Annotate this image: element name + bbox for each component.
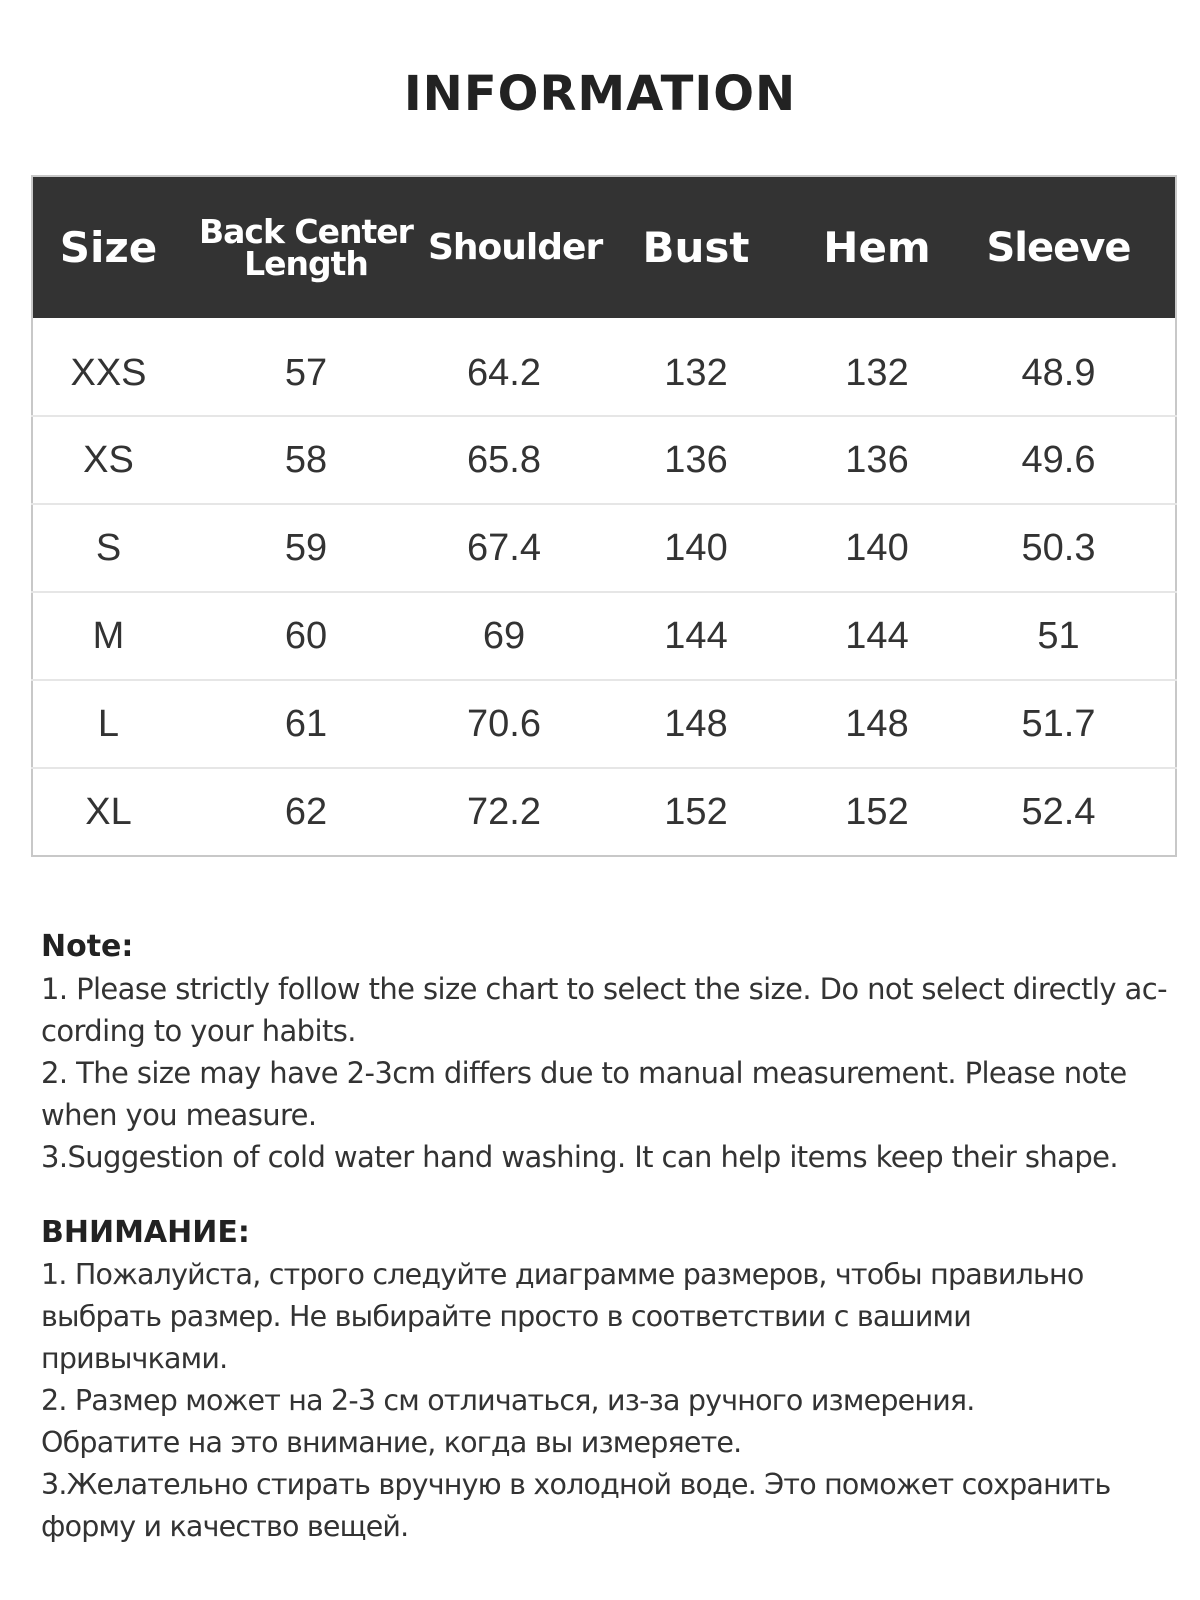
cell-hem: 152 — [845, 790, 909, 833]
cell-shoulder: 72.2 — [467, 790, 541, 833]
cell-shoulder: 67.4 — [467, 526, 541, 569]
cell-size: L — [97, 702, 120, 745]
note-line: 2. The size may have 2-3cm differs due to manual measurement. Please note — [41, 1056, 1127, 1090]
cell-size: S — [95, 526, 122, 569]
cell-bust: 136 — [664, 438, 728, 481]
cell-bust: 140 — [664, 526, 728, 569]
cell-back-center-length: 57 — [284, 352, 328, 394]
header-hem: Hem — [823, 223, 931, 272]
cell-hem: 148 — [845, 702, 909, 745]
cell-shoulder: 64.2 — [467, 352, 541, 394]
cell-sleeve: 49.6 — [1021, 438, 1096, 481]
note-line: 1. Пожалуйста, строго следуйте диаграмме размеров, чтобы правильно — [41, 1258, 1084, 1291]
cell-bust: 152 — [664, 790, 728, 833]
cell-bust: 144 — [664, 614, 728, 657]
note-line: Обратите на это внимание, когда вы измеряете. — [41, 1426, 742, 1459]
cell-sleeve: 51 — [1037, 614, 1080, 657]
cell-bust: 148 — [664, 702, 728, 745]
table-row — [32, 504, 1176, 592]
size-chart-table — [31, 175, 1177, 857]
note-line: форму и качество вещей. — [41, 1510, 409, 1543]
cell-sleeve: 50.3 — [1021, 526, 1096, 569]
table-row — [32, 592, 1176, 680]
table-row — [32, 416, 1176, 504]
cell-sleeve: 48.9 — [1021, 352, 1096, 394]
cell-back-center-length: 60 — [284, 614, 328, 657]
header-back-center-length: Back Center Length — [199, 211, 413, 283]
note-line: 1. Please strictly follow the size chart to select the size. Do not select directly ac- — [41, 972, 1167, 1006]
table-header-row — [32, 176, 1176, 318]
cell-shoulder: 70.6 — [467, 702, 541, 745]
cell-hem: 144 — [845, 614, 909, 657]
cell-shoulder: 65.8 — [467, 438, 541, 481]
cell-sleeve: 52.4 — [1021, 790, 1096, 833]
table-row — [32, 768, 1176, 856]
cell-bust: 132 — [664, 352, 728, 394]
note-russian — [41, 1212, 1171, 1548]
cell-sleeve: 51.7 — [1021, 702, 1096, 745]
note-russian-heading: ВНИМАНИЕ: — [41, 1215, 250, 1250]
cell-size: XXS — [70, 352, 147, 394]
cell-size: XL — [85, 790, 132, 833]
cell-back-center-length: 58 — [284, 438, 328, 481]
cell-back-center-length: 62 — [284, 790, 328, 833]
note-line: cording to your habits. — [41, 1014, 356, 1048]
note-english-heading: Note: — [41, 929, 134, 964]
note-line: 3.Suggestion of cold water hand washing. It can help items keep their shape. — [41, 1140, 1118, 1174]
table-row — [32, 318, 1176, 416]
note-line: 3.Желательно стирать вручную в холодной воде. Это поможет сохранить — [41, 1468, 1111, 1501]
header-shoulder: Shoulder — [428, 227, 603, 268]
cell-shoulder: 69 — [482, 614, 526, 657]
header-bust: Bust — [642, 223, 750, 272]
note-english — [41, 926, 1171, 1178]
cell-size: M — [92, 614, 125, 657]
cell-hem: 132 — [845, 352, 909, 394]
table-row — [32, 680, 1176, 768]
cell-back-center-length: 61 — [284, 702, 328, 745]
cell-back-center-length: 59 — [284, 526, 328, 569]
note-line: привычками. — [41, 1342, 228, 1375]
cell-size: XS — [83, 438, 134, 481]
header-sleeve: Sleeve — [986, 224, 1131, 271]
page-title: INFORMATION — [403, 66, 797, 122]
header-size: Size — [59, 223, 158, 272]
note-line: выбрать размер. Не выбирайте просто в соответствии с вашими — [41, 1300, 971, 1333]
cell-hem: 136 — [845, 438, 909, 481]
note-line: when you measure. — [41, 1098, 317, 1132]
note-line: 2. Размер может на 2-3 см отличаться, из-за ручного измерения. — [41, 1384, 975, 1417]
cell-hem: 140 — [845, 526, 909, 569]
